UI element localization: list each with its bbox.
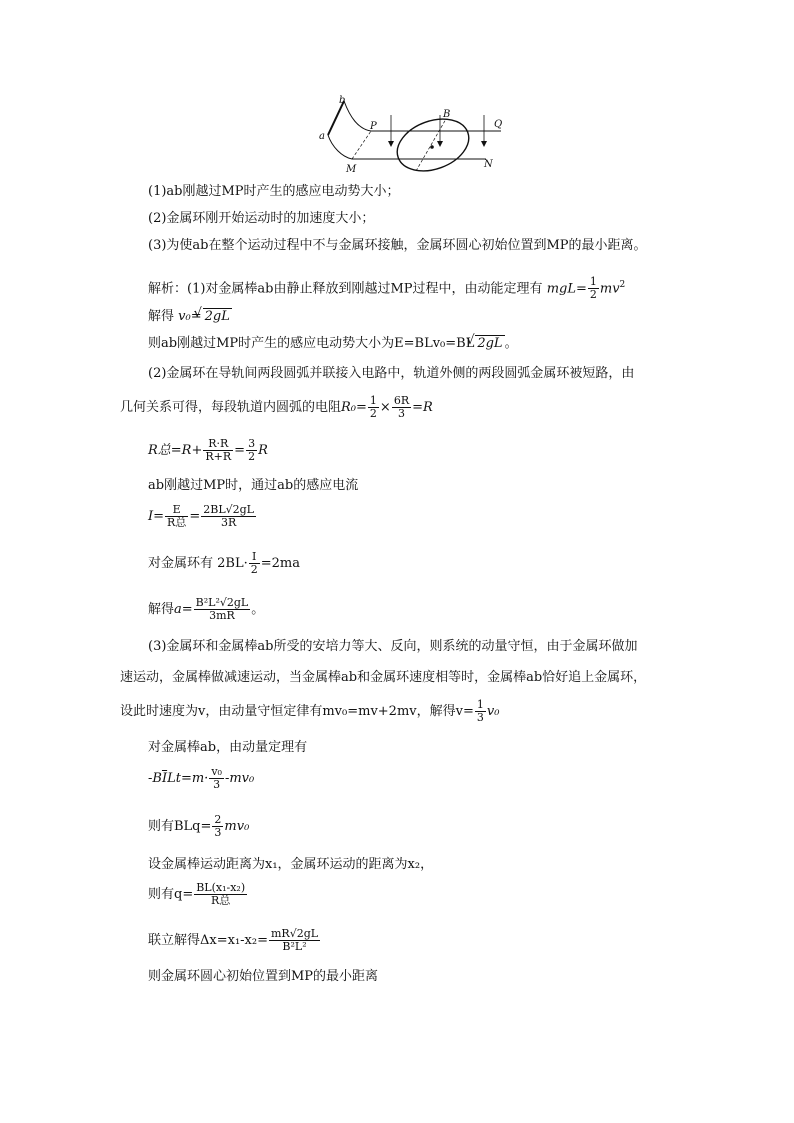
join-eq: 联立解得Δx=x₁-x₂= $\frac{mR√2gL}{\text{B²L²}}$ [148,927,319,953]
metal-ring [390,110,476,177]
label-b: b [339,95,346,106]
ring-center [430,145,434,149]
solution-3-line3: 设此时速度为v，由动量守恒定律有mv₀=mv+2mv，解得v= $\frac{1}{3}$ v₀ [120,698,500,724]
label-n: N [484,159,493,170]
label-m: M [346,164,357,175]
question-2: (2)金属环刚开始运动时的加速度大小； [148,211,375,226]
final-text: 则金属环圆心初始位置到MP的最小距离 [148,969,379,984]
current-text: ab刚越过MP时，通过ab的感应电流 [148,478,359,493]
q-eq: 则有q= $\frac{\text{BL(x₁-x₂)}}{\text{R总}}$ [148,881,246,907]
ring-eq: 对金属环有 2BL· $\frac{I}{2}$ =2ma [148,550,300,576]
label-a: a [319,131,325,142]
solution-2-line2: 几何关系可得，每段轨道内圆弧的电阻R₀= $\frac{1}{2}$ × $\frac{6R}{3}$ =R [120,394,433,420]
line-mp [352,131,371,159]
label-B: B [443,109,451,120]
solution-1: 解析：(1)对金属棒ab由静止释放到刚越过MP过程中，由动能定理有 mgL= $\frac{1}{2}$ $mv^2$ [148,275,626,302]
label-p: P [370,121,377,132]
r-total: R总=R+ $\frac{R\cdot R}{R+R}$ = $\frac{3}{2}$ R [148,437,268,463]
blq-eq: 则有BLq= $\frac{2}{3}$ mv₀ [148,813,250,839]
question-3: (3)为使ab在整个运动过程中不与金属环接触，金属环圆心初始位置到MP的最小距离。 [148,238,647,253]
question-1: (1)ab刚越过MP时产生的感应电动势大小； [148,184,400,199]
solution-3-line2: 速运动，金属棒做减速运动，当金属棒ab和金属环速度相等时，金属棒ab恰好追上金属环， [120,670,647,685]
rod-ab [328,101,344,135]
momentum-text: 对金属棒ab，由动量定理有 [148,740,308,755]
rail-curve-upper [344,101,501,131]
distance-text: 设金属棒运动距离为x₁，金属环运动的距离为x₂， [148,857,434,872]
label-q: Q [494,119,503,130]
solution-1c: 则ab刚越过MP时产生的感应电动势大小为E=BLv₀=BL √ 2gL 。 [148,335,518,352]
rail-curve-lower [328,135,486,159]
momentum-eq: $-B\overline{I}Lt=m\cdot$ $\frac{\text{v₀}}{3}$ -mv₀ [148,765,255,791]
solution-3-line1: (3)金属环和金属棒ab所受的安培力等大、反向，则系统的动量守恒，由于金属环做加 [148,639,638,654]
physics-figure [316,95,506,177]
current-eq: I= $\frac{E}{\text{R总}}$ = $\frac{2BL√2gL}{3R}$ [148,503,254,529]
accel-eq: 解得a= $\frac{\text{B²L²√2gL}}{3mR}$ 。 [148,596,265,622]
solution-2-line1: (2)金属环在导轨间两段圆弧并联接入电路中，轨道外侧的两段圆弧金属环被短路，由 [148,366,635,381]
solution-1b: 解得 v₀= √ 2gL [148,308,232,325]
ring-diameter [416,119,446,171]
